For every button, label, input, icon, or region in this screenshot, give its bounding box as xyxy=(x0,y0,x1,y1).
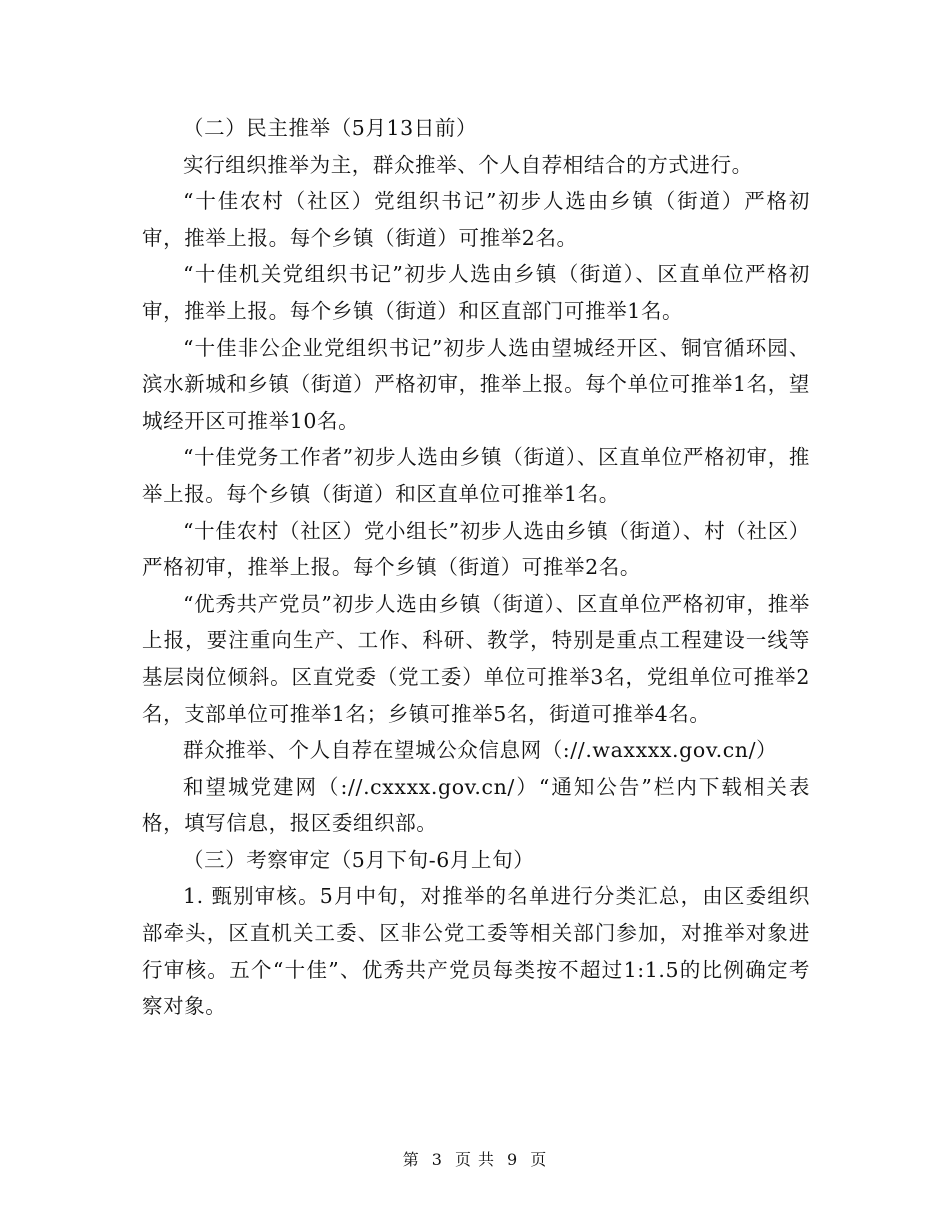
document-body xyxy=(142,110,810,1025)
paragraph-group-leader: “十佳农村（社区）党小组长”初步人选由乡镇（街道）、村（社区）严格初审，推举上报。每个乡镇（街道）可推举2名。 xyxy=(142,518,810,580)
footer-middle: 页 共 xyxy=(454,1150,496,1169)
footer-prefix: 第 xyxy=(402,1150,420,1169)
paragraph-agency-secretary: “十佳机关党组织书记”初步人选由乡镇（街道）、区直单位严格初审，推举上报。每个乡镇（街道）和区直部门可推举1名。 xyxy=(142,262,810,323)
footer-total-pages: 9 xyxy=(507,1150,519,1169)
section-heading-democratic-nomination: （二）民主推举（5月13日前） xyxy=(183,116,478,140)
footer-current-page: 3 xyxy=(431,1150,443,1169)
paragraph-excellent-member: “优秀共产党员”初步人选由乡镇（街道）、区直单位严格初审，推举上报，要注重向生产、工作、科研、教学，特别是重点工程建设一线等基层岗位倾斜。区直党委（党工委）单位可推举3名，党组单位可推举2名，支部单位可推举1名；乡镇可推举5名，街道可推举4名。 xyxy=(142,591,810,726)
page-footer xyxy=(0,1147,950,1170)
paragraph-rural-secretary: “十佳农村（社区）党组织书记”初步人选由乡镇（街道）严格初审，推举上报。每个乡镇（街道）可推举2名。 xyxy=(142,189,810,250)
paragraph-public-nomination-site: 群众推举、个人自荐在望城公众信息网（://.waxxxx.gov.cn/） xyxy=(183,738,778,763)
paragraph-nomination-method: 实行组织推举为主，群众推举、个人自荐相结合的方式进行。 xyxy=(183,152,753,177)
paragraph-screening: 1. 甄别审核。5月中旬，对推举的名单进行分类汇总，由区委组织部牵头，区直机关工委、区非公党工委等相关部门参加，对推举对象进行审核。五个“十佳”、优秀共产党员每类按不超过1:1.5的比例确定考察对象。 xyxy=(142,884,810,1019)
paragraph-nonpublic-secretary: “十佳非公企业党组织书记”初步人选由望城经开区、铜官循环园、滨水新城和乡镇（街道）严格初审，推举上报。每个单位可推举1名，望城经开区可推举10名。 xyxy=(142,335,810,433)
footer-suffix: 页 xyxy=(530,1150,548,1169)
section-heading-review: （三）考察审定（5月下旬-6月上旬） xyxy=(183,847,535,872)
paragraph-party-building-site: 和望城党建网（://.cxxxx.gov.cn/）“通知公告”栏内下载相关表格，填写信息，报区委组织部。 xyxy=(142,774,810,836)
paragraph-party-worker: “十佳党务工作者”初步人选由乡镇（街道）、区直单位严格初审，推举上报。每个乡镇（街道）和区直单位可推举1名。 xyxy=(142,445,810,506)
